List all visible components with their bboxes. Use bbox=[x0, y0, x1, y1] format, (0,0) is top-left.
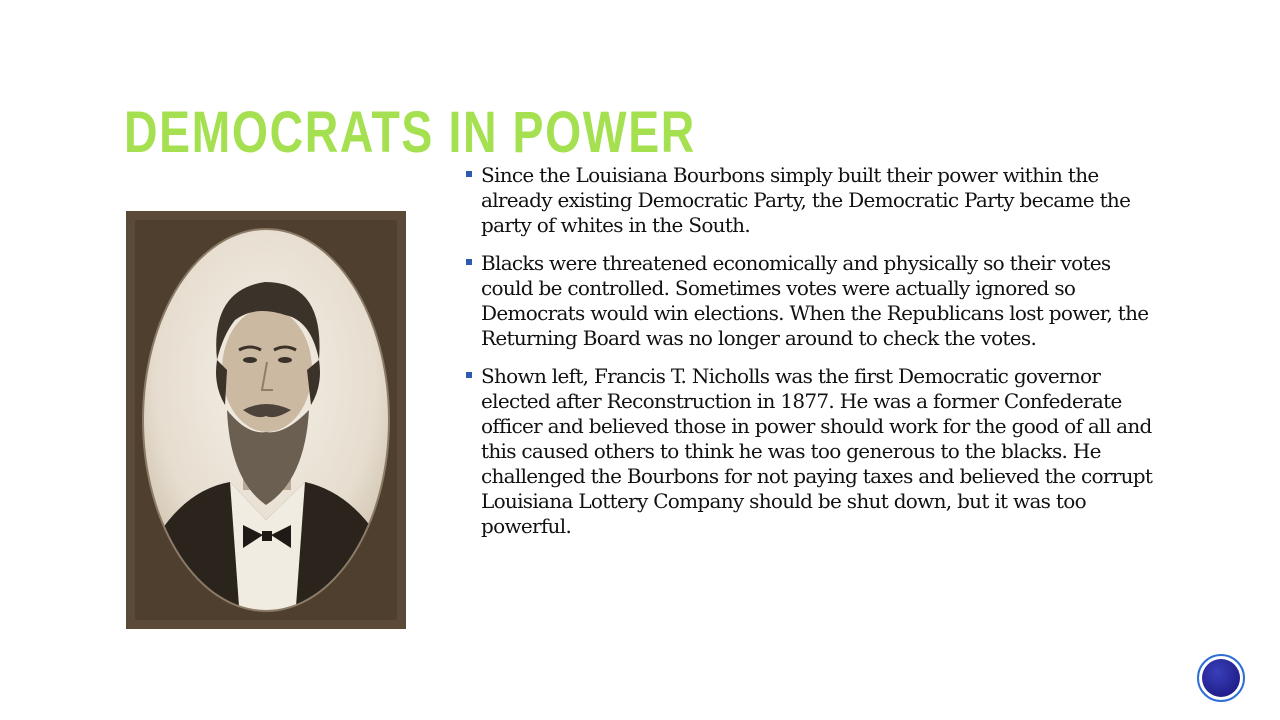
bullet-text: Shown left, Francis T. Nicholls was the first Democratic governor elected after Reconstruction in 1877. He was a former Confederate officer and believed those in power should work for the good of all and this caused others to think he was too generous to the blacks. He challenged the Bourbons for not paying taxes and believed the corrupt Louisiana Lottery Company should be shut down, but it was too powerful. bbox=[481, 364, 1153, 538]
nav-circle-button[interactable] bbox=[1197, 654, 1245, 702]
bullet-item bbox=[466, 251, 1166, 351]
square-bullet-icon bbox=[466, 171, 472, 177]
slide-title: DEMOCRATS IN POWER bbox=[124, 100, 696, 165]
square-bullet-icon bbox=[466, 259, 472, 265]
portrait-matte bbox=[135, 220, 397, 620]
bullet-item bbox=[466, 163, 1166, 238]
bullet-list bbox=[466, 163, 1166, 552]
nav-circle-icon bbox=[1202, 659, 1240, 697]
bullet-text: Blacks were threatened economically and physically so their votes could be controlled. Sometimes votes were actually ignored so Democrats would win elections. When the Republicans lost power, the Returning Board was no longer around to check the votes. bbox=[481, 251, 1149, 350]
square-bullet-icon bbox=[466, 372, 472, 378]
bullet-text: Since the Louisiana Bourbons simply built their power within the already existing Democratic Party, the Democratic Party became the party of whites in the South. bbox=[481, 163, 1131, 237]
bullet-item bbox=[466, 364, 1166, 539]
portrait-photo bbox=[135, 220, 397, 620]
portrait-frame bbox=[126, 211, 406, 629]
